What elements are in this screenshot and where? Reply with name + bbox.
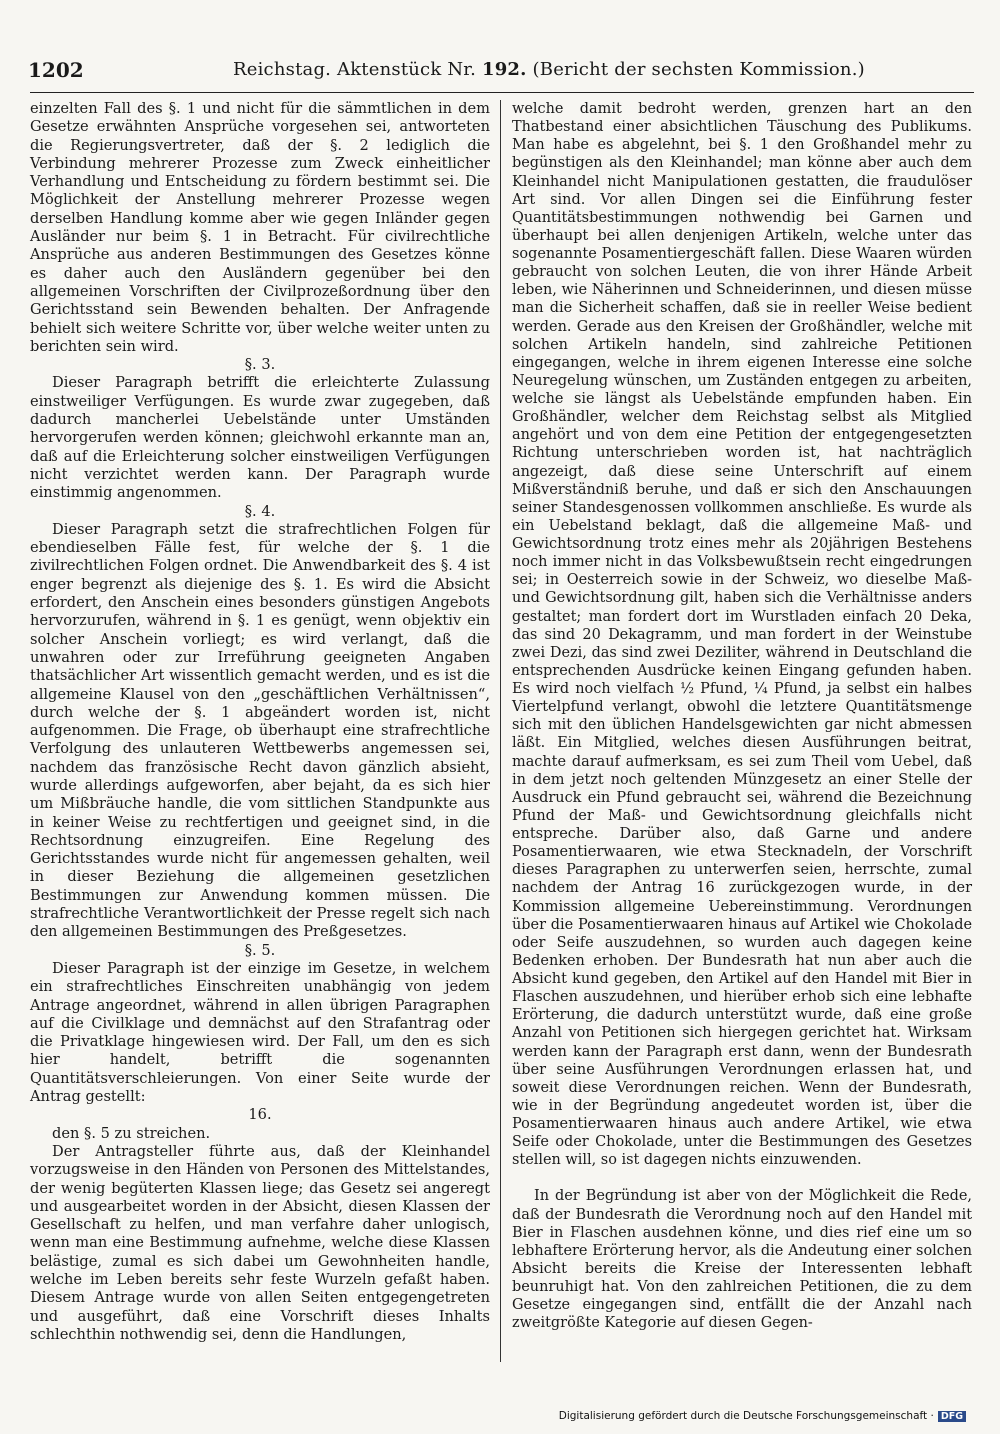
page-number: 1202 [28,58,84,82]
right-column [512,100,972,1332]
paragraph-gap [512,1169,972,1187]
paragraph: welche damit bedroht werden, grenzen hart an den Thatbestand einer absichtlichen Täuschung des Publikums. Man habe es abgelehnt, bei §. 1 den Großhandel mehr zu begünstigen als den Kleinhandel; man könne aber auch dem Kleinhandel nicht Manipulationen gestatten, die fraudulöser Art sind. Vor allen Dingen sei die Einführung fester Quantitätsbestimmungen nothwendig bei Garnen und überhaupt bei allen denjenigen Artikeln, welche unter das sogenannte Posamentiergeschäft fallen. Diese Waaren würden gebraucht von solchen Leuten, die von ihrer Hände Arbeit leben, wie Näherinnen und Schneiderinnen, und diesen müsse man die Sicherheit schaffen, daß sie in reeller Weise bedient werden. Gerade aus den Kreisen der Großhändler, welche mit solchen Artikeln handeln, sind zahlreiche Petitionen eingegangen, welche in ihrem eigenen Interesse eine solche Neuregelung wünschen, um Zuständen entgegen zu arbeiten, welche sie längst als Uebelstände empfunden haben. Ein Großhändler, welcher dem Reichstag selbst als Mitglied angehört und von dem eine Petition der entgegengesetzten Richtung unterschrieben worden ist, hat nachträglich angezeigt, daß diese seine Unterschrift auf einem Mißverständniß beruhe, und daß er sich den Anschauungen seiner Standesgenossen vollkommen anschließe. Es wurde als ein Uebelstand beklagt, daß die allgemeine Maß- und Gewichtsordnung trotz eines mehr als 20jährigen Bestehens noch immer nicht in das Volksbewußtsein recht eingedrungen sei; in Oesterreich sowie in der Schweiz, wo dieselbe Maß- und Gewichtsordnung gilt, haben sich die Verhältnisse anders gestaltet; man fordert dort im Wurstladen einfach 20 Deka, das sind 20 Dekagramm, und man fordert in der Weinstube zwei Dezi, das sind zwei Deziliter, während in Deutschland die entsprechenden Ausdrücke keinen Eingang gefunden haben. Es wird noch vielfach ½ Pfund, ¼ Pfund, ja selbst ein halbes Viertelpfund verlangt, obwohl die letztere Quantitätsmenge sich mit den üblichen Handelsgewichten gar nicht abmessen läßt. Ein Mitglied, welches diesen Ausführungen beitrat, machte darauf aufmerksam, es sei zum Theil vom Uebel, daß in dem jetzt noch geltenden Münzgesetz an einer Stelle der Ausdruck ein Pfund gebraucht sei, während die Bezeichnung Pfund der Maß- und Gewichtsordnung gleichfalls nicht entspreche. Darüber also, daß Garne und andere Posamentierwaaren, wie etwa Stecknadeln, der Vorschrift dieses Paragraphen zu unterwerfen seien, herrschte, zumal nachdem der Antrag 16 zurückgezogen wurde, in der Kommission allgemeine Uebereinstimmung. Verordnungen über die Posamentierwaaren hinaus auf Artikel wie Chokolade oder Seife auszudehnen, so wurden auch dagegen keine Bedenken erhoben. Der Bundesrath hat nun aber auch die Absicht kund gegeben, den Artikel auf den Handel mit Bier in Flaschen auszudehnen, und hierüber erhob sich eine lebhafte Erörterung, die dadurch unterstützt wurde, daß eine große Anzahl von Petitionen sich hiergegen gerichtet hat. Wirksam werden kann der Paragraph erst dann, wenn der Bundesrath über seine Ausführungen Verordnungen erlassen hat, und soweit diese Verordnungen reichen. Wenn der Bundesrath, wie in der Begründung angedeutet worden ist, über die Posamentierwaaren hinaus auch andere Artikel, wie etwa Seife oder Chokolade, unter die Bestimmungen des Gesetzes stellen will, so ist dagegen nichts einzuwenden. [512,101,972,1169]
digitization-credit [559,1410,966,1422]
paragraph: Dieser Paragraph setzt die strafrechtlichen Folgen für ebendieselben Fälle fest, für welche der §. 1 die zivilrechtlichen Folgen ordnet. Die Anwendbarkeit des §. 4 ist enger begrenzt als diejenige des §. 1. Es wird die Absicht erfordert, den Anschein eines besonders günstigen Angebots hervorzurufen, während in §. 1 es genügt, wenn objektiv ein solcher Anschein vorliegt; es wird verlangt, daß die unwahren oder zur Irreführung geeigneten Angaben thatsächlicher Art wissentlich gemacht werden, und es ist die allgemeine Klausel von den „geschäftlichen Verhältnissen“, durch welche der §. 1 abgeändert worden ist, nicht aufgenommen. Die Frage, ob überhaupt eine strafrechtliche Verfolgung des unlauteren Wettbewerbs angemessen sei, nachdem das französische Recht davon gänzlich absieht, wurde allerdings aufgeworfen, aber bejaht, da es sich hier um Mißbräuche handle, die vom sittlichen Standpunkte aus in keiner Weise zu rechtfertigen und geeignet sind, in die Rechtsordnung einzugreifen. Eine Regelung des Gerichtsstandes wurde nicht für angemessen gehalten, weil in dieser Beziehung die allgemeinen gesetzlichen Bestimmungen zur Anwendung kommen müssen. Die strafrechtliche Verantwortlichkeit der Presse regelt sich nach den allgemeinen Bestimmungen des Preßgesetzes. [30,520,490,941]
running-title-b: (Bericht der sechsten Kommission.) [526,59,865,80]
running-header [28,58,974,88]
column-divider [500,100,501,1362]
paragraph: Dieser Paragraph ist der einzige im Gesetze, in welchem ein strafrechtliches Einschreiten unabhängig von jedem Antrage angeordnet, während in allen übrigen Paragraphen auf die Civilklage und demnächst auf den Strafantrag oder die Privatklage hingewiesen wird. Der Fall, um den es sich hier handelt, betrifft die sogenannten Quantitätsverschleierungen. Von einer Seite wurde der Antrag gestellt: [30,959,490,1106]
running-title [233,59,974,80]
paragraph: Dieser Paragraph betrifft die erleichterte Zulassung einstweiliger Verfügungen. Es wurde zwar zugegeben, daß dadurch mancherlei Uebelstände unter Umständen hervorgerufen werden können; gleichwohl erkannte man an, daß auf die Erleichterung solcher einstweiligen Verfügungen nicht verzichtet werden kann. Der Paragraph wurde einstimmig angenommen. [30,374,490,502]
running-title-a: Reichstag. Aktenstück Nr. [233,59,482,80]
header-rule [30,92,974,93]
section-heading: §. 5. [244,941,276,959]
paragraph: In der Begründung ist aber von der Möglichkeit die Rede, daß der Bundesrath die Verordnung noch auf den Handel mit Bier in Flaschen ausdehnen könne, und dies rief eine um so lebhaftere Erörterung hervor, als die Andeutung einer solchen Absicht bereits die Kreise der Interessenten lebhaft beunruhigt hat. Von den zahlreichen Petitionen, die zu dem Gesetze eingegangen sind, entfällt die der Anzahl nach zweitgrößte Kategorie auf diesen Gegen- [512,1188,972,1332]
paragraph: den §. 5 zu streichen. [52,1124,211,1142]
running-title-number: 192. [481,59,527,80]
section-heading: 16. [248,1106,272,1124]
section-heading: §. 3. [244,356,276,374]
section-heading: §. 4. [244,502,276,520]
paragraph: einzelten Fall des §. 1 und nicht für die sämmtlichen in dem Gesetze erwähnten Ansprüche vorgesehen sei, antworteten die Regierungsvertreter, daß der §. 2 lediglich die Verbindung mehrerer Prozesse zum Zweck einheitlicher Verhandlung und Entscheidung zu fördern bestimmt sei. Die Möglichkeit der Anstellung mehrerer Prozesse wegen derselben Handlung komme aber wie gegen Inländer gegen Ausländer nur beim §. 1 in Betracht. Für civilrechtliche Ansprüche aus anderen Bestimmungen des Gesetzes könne es daher auch den Ausländern gegenüber bei den allgemeinen Vorschriften der Civilprozeßordnung über den Gerichtsstand sein Bewenden behalten. Der Anfragende behielt sich weitere Schritte vor, über welche weiter unten zu berichten sein wird. [30,100,490,355]
left-column [30,100,490,1344]
paragraph: Der Antragsteller führte aus, daß der Kleinhandel vorzugsweise in den Händen von Personen des Mittelstandes, der wenig begüterten Klassen liege; das Gesetz sei angeregt und ausgearbeitet worden in der Absicht, diesen Klassen der Gesellschaft zu helfen, und man verfahre daher unlogisch, wenn man eine Bestimmung aufnehme, welche diese Klassen belästige, zumal es sich dabei um Gewohnheiten handle, welche im Leben bereits sehr feste Wurzeln gefaßt haben. Diesem Antrage wurde von allen Seiten entgegengetreten und ausgeführt, daß eine Vorschrift dieses Inhalts schlechthin nothwendig sei, denn die Handlungen, [30,1142,490,1343]
dfg-logo: DFG [938,1411,966,1422]
credit-text: Digitalisierung gefördert durch die Deutsche Forschungsgemeinschaft · [558,1410,934,1422]
